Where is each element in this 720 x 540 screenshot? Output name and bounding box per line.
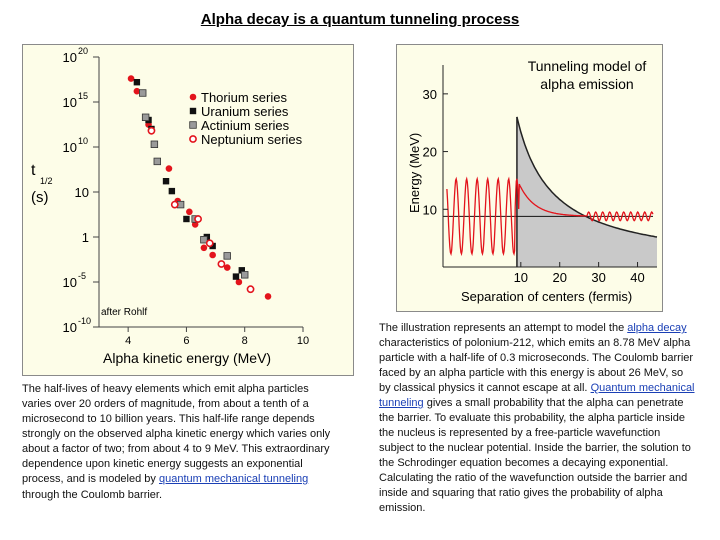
left-paragraph	[22, 382, 340, 487]
legend-marker	[190, 136, 196, 142]
y-axis-label: Energy (MeV)	[407, 132, 422, 213]
alpha-decay-link[interactable]: alpha decay	[627, 322, 687, 334]
y-tick-group	[63, 46, 99, 335]
y-tick-label: 10	[62, 50, 77, 65]
data-point	[241, 272, 248, 279]
quantum-tunneling-link[interactable]: quantum mechanical tunneling	[158, 473, 309, 485]
data-point	[148, 128, 154, 134]
y-tick-exponent: 15	[78, 91, 89, 101]
data-point	[218, 261, 224, 267]
half-life-chart	[22, 44, 354, 376]
data-point	[209, 252, 216, 259]
data-point	[166, 165, 173, 172]
y-tick-group	[423, 87, 448, 217]
data-point	[224, 253, 231, 260]
annotation-after-rohlf: after Rohlf	[101, 307, 148, 318]
y-tick-label: 10	[74, 185, 89, 200]
data-point	[169, 188, 175, 194]
data-point	[128, 75, 135, 82]
y-axis-label-t: t	[31, 162, 36, 179]
y-tick-label: 10	[62, 95, 77, 110]
x-tick-label: 10	[296, 335, 310, 347]
x-tick-label: 20	[552, 270, 567, 285]
data-point	[233, 273, 239, 279]
y-tick-label: 10	[62, 140, 77, 155]
x-tick-label: 30	[591, 270, 606, 285]
y-tick-exponent: 10	[78, 136, 89, 146]
data-point	[183, 216, 189, 222]
x-axis-label: Separation of centers (fermis)	[461, 289, 633, 304]
left-paragraph-ending: through the Coulomb barrier.	[22, 489, 163, 501]
chart-title-line1: Tunneling model of	[527, 58, 647, 74]
y-tick-exponent: 20	[78, 46, 89, 56]
legend-marker	[190, 108, 196, 114]
legend-label: Actinium series	[201, 118, 290, 133]
x-tick-label: 4	[125, 335, 132, 347]
data-point	[195, 216, 201, 222]
tunneling-model-chart	[396, 44, 663, 312]
y-tick-exponent: -10	[78, 316, 92, 326]
quantum-mechanical-tunneling-link[interactable]: Quantum mechanical tunneling	[379, 382, 695, 409]
left-paragraph-text: The half-lives of heavy elements which emit alpha particles varies over 20 orders of magnitude, from about a tenth of a microsecond to 10 billion years. This half-life range depends strongly on the observed alpha kinetic energy which varies only about a factor of two; from about 4 to 9 MeV. This extraordinary dependence upon kinetic energy suggests an exponential process, and is modeled by	[22, 383, 331, 485]
x-tick-label: 6	[183, 335, 190, 347]
data-point	[186, 209, 193, 216]
x-axis-label: Alpha kinetic energy (MeV)	[103, 350, 272, 366]
y-tick-label: 20	[422, 144, 437, 160]
chart-title-line2: alpha emission	[540, 76, 634, 92]
plot-area	[443, 117, 657, 267]
data-point	[154, 158, 161, 165]
right-paragraph	[379, 321, 697, 516]
legend-label: Neptunium series	[201, 132, 303, 147]
data-point	[139, 90, 146, 97]
tunneling-model-svg	[397, 45, 662, 311]
legend-label: Uranium series	[201, 104, 289, 119]
data-point	[142, 114, 149, 121]
data-point	[134, 79, 140, 85]
data-point	[172, 202, 178, 208]
y-tick-label: 10	[62, 275, 77, 290]
x-tick-label: 10	[513, 270, 529, 285]
data-point	[151, 141, 158, 148]
y-axis-label-unit: (s)	[31, 189, 49, 206]
y-tick-label: 1	[81, 230, 89, 245]
data-point	[247, 286, 253, 292]
y-tick-exponent: -5	[78, 271, 87, 281]
x-tick-group	[125, 327, 309, 347]
half-life-chart-svg	[23, 45, 353, 375]
y-tick-label: 10	[422, 202, 437, 218]
y-axis-label-subscript: 1/2	[40, 176, 53, 186]
page-title: Alpha decay is a quantum tunneling process	[200, 11, 520, 28]
right-paragraph-intro: The illustration represents an attempt to model the	[379, 322, 625, 334]
legend-marker	[190, 122, 197, 129]
legend-label: Thorium series	[201, 90, 287, 105]
x-tick-label: 40	[630, 270, 645, 285]
right-paragraph-rest: gives a small probability that the alpha can penetrate the barrier. To evaluate this probability, the alpha particle inside the nucleus is represented by a free-particle wavefunction subject to the nuclear potential. Inside the barrier, the solution to the Schrodinger equation becomes a decaying exponential. Calculating the ratio of the wavefunction outside the barrier and inside and squaring that ratio gives the probability of alpha emission.	[379, 397, 691, 514]
data-point	[207, 240, 213, 246]
x-tick-label: 8	[241, 335, 248, 347]
y-tick-label: 10	[62, 320, 77, 335]
legend-marker	[190, 94, 197, 101]
legend	[190, 90, 303, 147]
barrier-shaded-area	[517, 117, 657, 267]
right-paragraph-middle: characteristics of polonium-212, which emits an 8.78 MeV alpha particle with a half-life of 0.3 microseconds. The Coulomb barrier faced by an alpha particle with this energy is about 26 MeV, so by classical physics it cannot escape at all.	[379, 337, 694, 394]
data-point	[265, 293, 272, 300]
data-point	[201, 245, 208, 252]
y-tick-label: 30	[422, 86, 437, 102]
data-point	[163, 178, 169, 184]
